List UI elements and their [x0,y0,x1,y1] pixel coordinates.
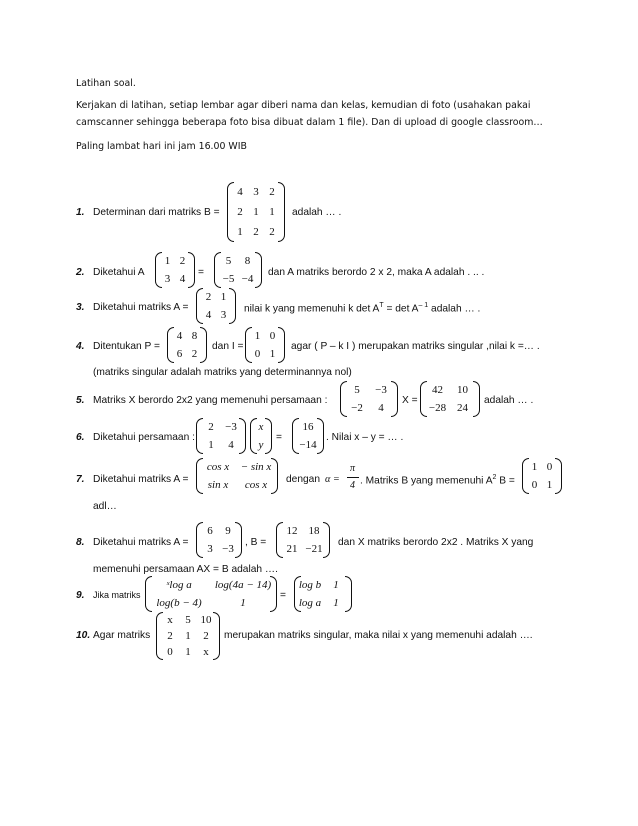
matrix-cell: 2 [203,629,209,642]
matrix-cell: 1 [333,596,339,609]
q7-fraction-bar [347,477,359,478]
matrix-cell: −21 [305,542,323,555]
matrix-cell: 1 [253,205,259,218]
matrix-cell: 16 [302,420,314,433]
q9-number: 9. [76,590,85,601]
q2-matrix-left [155,252,195,288]
matrix-cell: 2 [167,629,173,642]
q7-alpha: α = [325,474,340,485]
matrix-cell: 9 [225,524,231,537]
matrix-cell: 1 [269,205,275,218]
matrix-cell: x [258,420,264,433]
q10-suffix: merupakan matriks singular, maka nilai x yang memenuhi adalah …. [224,630,533,641]
matrix-cell: 21 [286,542,298,555]
matrix-cell: 2 [253,225,259,238]
matrix-cell: 2 [269,185,275,198]
q3-matrix-a [196,288,236,324]
matrix-cell: 1 [546,478,553,491]
matrix-cell: 6 [176,347,183,360]
matrix-cell: 42 [432,383,443,396]
matrix-cell: 3 [207,542,213,555]
q7-number: 7. [76,474,85,485]
q5-matrix-right [420,381,480,417]
matrix-cell: ˣlog a [166,578,192,591]
matrix-cell: 1 [164,254,171,267]
matrix-cell: cos x [244,478,268,491]
q7-continuation: adl… [93,501,117,512]
matrix-cell: 1 [220,290,227,303]
q9-equals: = [280,590,286,601]
exercise-title: Latihan soal. [76,78,136,89]
q6-number: 6. [76,432,85,443]
matrix-cell: −28 [428,401,447,414]
q4-matrix-p [167,327,207,363]
q7-suffix: . Matriks B yang memenuhi $A^2$ B = [360,474,515,487]
matrix-cell: 1 [254,329,261,342]
q8-mid: , B = [245,537,267,548]
q6-equals: = [276,432,282,443]
matrix-cell: 0 [254,347,261,360]
q9-matrix-left [145,576,277,612]
matrix-cell: −4 [241,272,254,285]
q2-number: 2. [76,267,85,278]
q10-text: Agar matriks [93,630,151,641]
matrix-cell: −3 [225,420,237,433]
matrix-cell: 12 [286,524,298,537]
matrix-cell: 4 [378,401,384,414]
matrix-cell: x [167,613,173,626]
q6-text: Diketahui persamaan : [93,432,195,443]
matrix-cell: 5 [354,383,360,396]
matrix-cell: 8 [191,329,198,342]
matrix-cell: −2 [351,401,363,414]
matrix-cell: 0 [546,460,553,473]
matrix-cell: − sin x [240,460,272,473]
q4-mid: dan I = [212,341,244,352]
matrix-cell: 2 [179,254,186,267]
matrix-cell: 4 [205,308,212,321]
matrix-cell: 1 [208,438,214,451]
q7-text: Diketahui matriks A = [93,474,189,485]
matrix-cell: 24 [457,401,468,414]
matrix-cell: −3 [375,383,387,396]
matrix-cell: 6 [207,524,213,537]
q8-text: Diketahui matriks A = [93,537,189,548]
q3-number: 3. [76,302,85,313]
deadline-text: Paling lambat hari ini jam 16.00 WIB [76,141,247,152]
matrix-cell: cos x [206,460,230,473]
matrix-cell: −3 [222,542,234,555]
q6-suffix: . Nilai x – y = … . [326,432,404,443]
q8-matrix-b [276,522,330,558]
matrix-cell: 1 [333,578,339,591]
matrix-cell: 0 [269,329,276,342]
q1-number: 1. [76,207,85,218]
matrix-cell: 5 [225,254,232,267]
q6-vector-result [292,418,324,454]
q5-number: 5. [76,395,85,406]
matrix-cell: 1 [185,629,191,642]
q4-note: (matriks singular adalah matriks yang determinannya nol) [93,367,352,378]
matrix-cell: 4 [228,438,234,451]
q1-suffix: adalah … . [292,207,342,218]
matrix-cell: log(b − 4) [156,596,202,609]
q9-matrix-right [294,576,352,612]
q9-text: Jika matriks [93,590,141,600]
q8-continuation: memenuhi persamaan AX = B adalah …. [93,564,278,575]
q2-equals: = [198,267,204,278]
q2-matrix-right [214,252,262,288]
q3-suffix: nilai k yang memenuhi k $\det A^T = \det A^{- 1}$ adalah … . [244,302,481,315]
q4-number: 4. [76,341,85,352]
q1-matrix-b [227,182,285,242]
matrix-cell: 1 [237,225,243,238]
q4-matrix-i [245,327,285,363]
q7-mid: dengan [286,474,320,485]
matrix-cell: 10 [457,383,468,396]
q6-matrix-coeff [196,418,246,454]
q7-matrix-a [196,458,278,494]
matrix-cell: 1 [240,596,246,609]
q2-text: Diketahui A [93,267,145,278]
q5-matrix-left [340,381,398,417]
q7-pi: π [350,463,356,474]
matrix-cell: 4 [179,272,186,285]
matrix-cell: −14 [299,438,317,451]
matrix-cell: 0 [531,478,538,491]
q2-suffix: dan A matriks berordo 2 x 2, maka A adalah . .. . [268,267,485,278]
q5-mid: X = [402,395,418,406]
matrix-cell: 3 [164,272,171,285]
matrix-cell: 1 [185,645,191,658]
q3-text: Diketahui matriks A = [93,302,189,313]
matrix-cell: 10 [200,613,212,626]
q5-suffix: adalah … . [484,395,534,406]
matrix-cell: 2 [237,205,243,218]
matrix-cell: log a [298,596,322,609]
matrix-cell: 2 [205,290,212,303]
q8-suffix: dan X matriks berordo 2x2 . Matriks X yang [338,537,534,548]
q7-four: 4 [350,480,355,491]
matrix-cell: log b [298,578,322,591]
matrix-cell: 3 [253,185,259,198]
q7-matrix-identity [522,458,562,494]
matrix-cell: 8 [244,254,251,267]
matrix-cell: log(4a − 14) [214,578,272,591]
matrix-cell: 2 [269,225,275,238]
q1-text: Determinan dari matriks B = [93,207,220,218]
q4-text: Ditentukan P = [93,341,160,352]
matrix-cell: 4 [237,185,243,198]
q8-number: 8. [76,537,85,548]
matrix-cell: 3 [220,308,227,321]
matrix-cell: 1 [269,347,276,360]
q6-vector-xy [250,418,272,454]
matrix-cell: 18 [308,524,320,537]
instruction-line-1: Kerjakan di latihan, setiap lembar agar diberi nama dan kelas, kemudian di foto (usahakan pakai [76,100,531,111]
q5-text: Matriks X berordo 2x2 yang memenuhi persamaan : [93,395,328,406]
matrix-cell: y [258,438,264,451]
q8-matrix-a [196,522,242,558]
matrix-cell: sin x [207,478,229,491]
matrix-cell: 5 [185,613,191,626]
matrix-cell: 1 [531,460,538,473]
q10-matrix [156,612,220,660]
matrix-cell: 0 [167,645,173,658]
q10-number: 10. [76,630,91,641]
matrix-cell: −5 [222,272,235,285]
matrix-cell: 2 [208,420,214,433]
instruction-line-2: camscanner sehingga beberapa foto bisa dibuat dalam 1 file). Dan di upload di google classroom… [76,117,543,128]
matrix-cell: x [203,645,209,658]
matrix-cell: 4 [176,329,183,342]
matrix-cell: 2 [191,347,198,360]
q4-suffix: agar ( P – k I ) merupakan matriks singular ,nilai k =… . [291,341,540,352]
